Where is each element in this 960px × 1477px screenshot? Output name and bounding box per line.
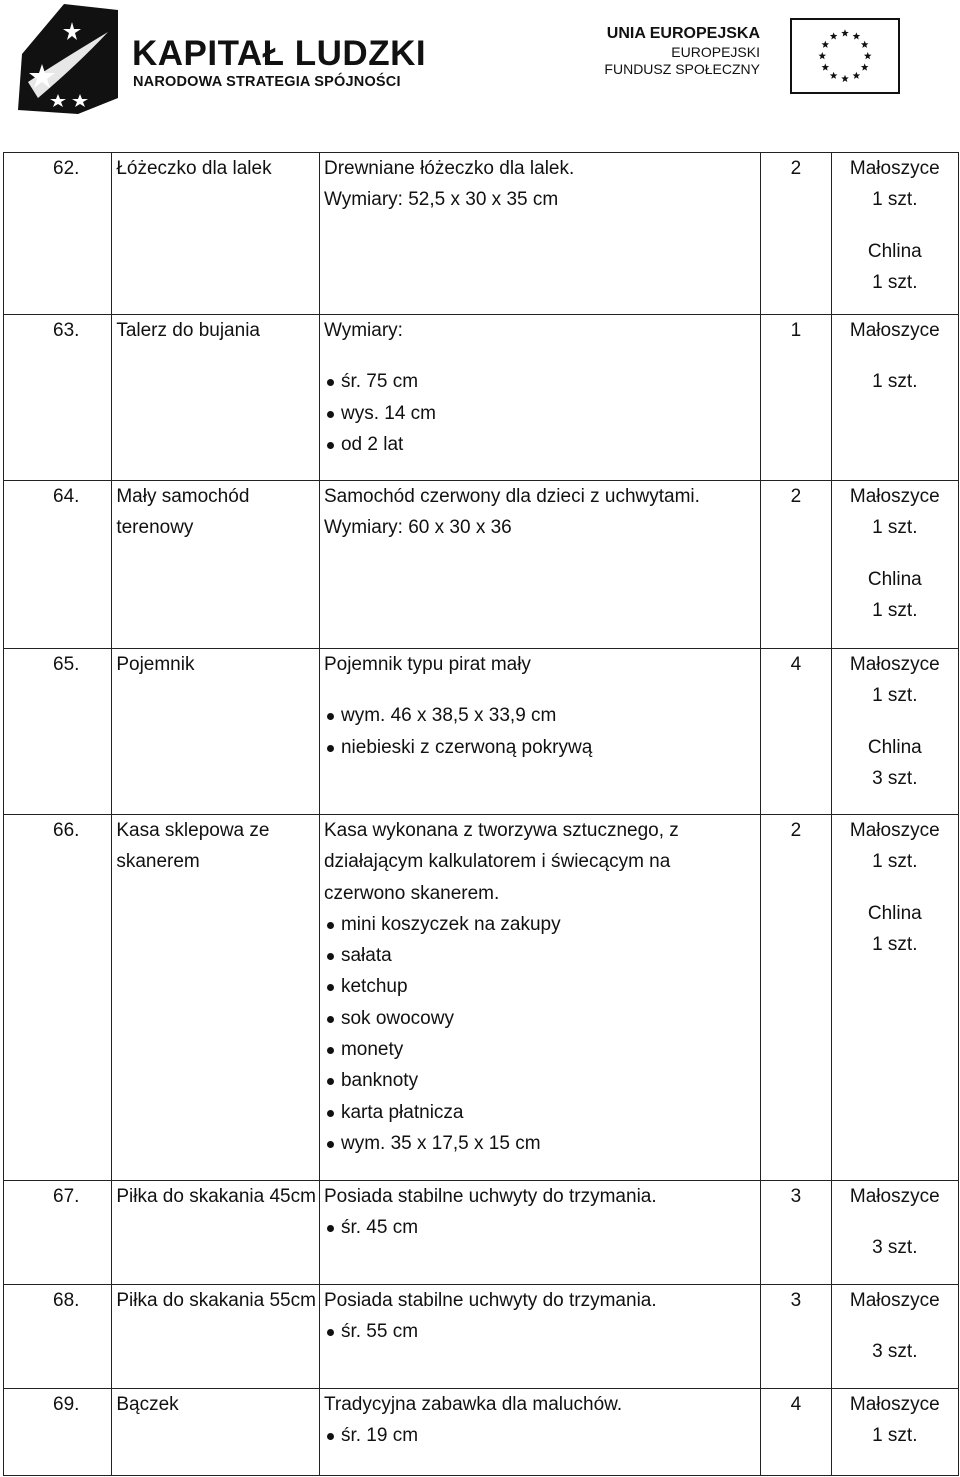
item-number: 68. [4, 1285, 112, 1389]
location-count: 1 szt. [872, 189, 918, 211]
description-bullet: karta płatnicza [324, 1097, 760, 1128]
description-line: działającym kalkulatorem i świecącym na [323, 851, 671, 873]
eu-star-icon [822, 63, 830, 70]
item-name: Talerz do bujania [112, 315, 320, 481]
eu-text [604, 24, 760, 78]
location-count: 1 szt. [872, 851, 918, 873]
description-bullet: śr. 45 cm [324, 1212, 760, 1243]
eu-star-icon [861, 41, 869, 48]
item-locations [831, 315, 958, 481]
eu-fund-label-2: FUNDUSZ SPOŁECZNY [604, 61, 760, 77]
item-description [319, 1389, 760, 1476]
location-count: 1 szt. [872, 599, 918, 621]
item-quantity: 1 [761, 315, 831, 481]
location-count: 1 szt. [872, 271, 918, 293]
item-quantity: 4 [761, 1389, 831, 1476]
eu-star-icon [853, 32, 861, 39]
items-table [3, 152, 959, 1476]
item-name: Bączek [112, 1389, 320, 1476]
description-bullet: niebieski z czerwoną pokrywą [324, 732, 760, 763]
spacer [832, 216, 958, 236]
item-quantity: 2 [761, 153, 831, 315]
spacer [832, 544, 958, 564]
location-name: Małoszyce [849, 1186, 940, 1207]
eu-star-icon [864, 52, 872, 59]
location-name: Chlina [867, 736, 922, 758]
description-line: czerwono skanerem. [323, 882, 500, 904]
item-name: Łóżeczko dla lalek [112, 153, 320, 315]
kapital-ludzki-subtitle: NARODOWA STRATEGIA SPÓJNOŚCI [133, 74, 401, 90]
eu-star-icon [861, 63, 869, 70]
item-number: 67. [4, 1181, 112, 1285]
description-bullet: sałata [324, 940, 760, 971]
item-locations [831, 1389, 958, 1476]
location-count: 3 szt. [872, 1341, 918, 1363]
item-description [319, 481, 760, 649]
location-name: Małoszyce [849, 654, 940, 675]
item-number: 63. [4, 315, 112, 481]
description-bullet: śr. 75 cm [324, 366, 760, 397]
page-header [0, 0, 960, 150]
item-number: 66. [4, 815, 112, 1181]
location-name: Małoszyce [849, 486, 940, 507]
item-number: 64. [4, 481, 112, 649]
spacer [832, 878, 958, 898]
spacer [832, 1316, 958, 1336]
item-quantity: 2 [761, 481, 831, 649]
table-row [4, 649, 959, 815]
description-line: Kasa wykonana z tworzywa sztucznego, z [323, 820, 679, 841]
item-locations [831, 649, 958, 815]
eu-star-icon [830, 32, 838, 39]
eu-star-icon [830, 72, 838, 79]
location-count: 1 szt. [872, 933, 918, 955]
table-row [4, 153, 959, 315]
table-row [4, 315, 959, 481]
item-quantity: 3 [761, 1181, 831, 1285]
location-name: Małoszyce [849, 820, 940, 841]
spacer [324, 680, 760, 700]
description-bullet: ketchup [324, 971, 760, 1002]
item-description [319, 649, 760, 815]
description-line: Samochód czerwony dla dzieci z uchwytami. [323, 486, 700, 507]
description-line: Pojemnik typu pirat mały [323, 654, 531, 675]
eu-star-icon [818, 52, 826, 59]
item-quantity: 4 [761, 649, 831, 815]
description-bullet: od 2 lat [324, 429, 760, 460]
table-row [4, 481, 959, 649]
item-name: Piłka do skakania 55cm [112, 1285, 320, 1389]
spacer [832, 712, 958, 732]
eu-logo [604, 18, 900, 98]
table-row [4, 1389, 959, 1476]
item-quantity: 3 [761, 1285, 831, 1389]
kapital-ludzki-mark-icon [18, 2, 118, 114]
item-name: Pojemnik [112, 649, 320, 815]
description-line: Wymiary: 52,5 x 30 x 35 cm [323, 189, 559, 211]
eu-star-icon [841, 29, 849, 36]
location-name: Małoszyce [849, 1290, 940, 1311]
location-name: Małoszyce [849, 1394, 940, 1415]
location-count: 3 szt. [872, 1237, 918, 1259]
eu-union-label: UNIA EUROPEJSKA [606, 25, 760, 42]
spacer [324, 346, 760, 366]
kapital-ludzki-logo [18, 2, 427, 114]
description-bullet: mini koszyczek na zakupy [324, 909, 760, 940]
location-name: Chlina [867, 902, 922, 924]
eu-fund-label-1: EUROPEJSKI [671, 44, 760, 60]
item-description [319, 1181, 760, 1285]
table-row [4, 1285, 959, 1389]
description-line: Wymiary: 60 x 30 x 36 [323, 517, 512, 539]
description-bullet: banknoty [324, 1065, 760, 1096]
location-count: 1 szt. [872, 685, 918, 707]
location-name: Chlina [867, 568, 922, 590]
item-locations [831, 815, 958, 1181]
location-count: 1 szt. [872, 1425, 918, 1447]
location-name: Chlina [867, 240, 922, 262]
description-line: Posiada stabilne uchwyty do trzymania. [323, 1290, 657, 1311]
spacer [832, 346, 958, 366]
description-bullet: wym. 35 x 17,5 x 15 cm [324, 1128, 760, 1159]
item-locations [831, 481, 958, 649]
item-description [319, 315, 760, 481]
description-bullet: wym. 46 x 38,5 x 33,9 cm [324, 700, 760, 731]
description-bullet: wys. 14 cm [324, 398, 760, 429]
item-number: 65. [4, 649, 112, 815]
description-line: Tradycyjna zabawka dla maluchów. [323, 1394, 623, 1415]
item-number: 62. [4, 153, 112, 315]
eu-star-icon [853, 72, 861, 79]
item-description [319, 153, 760, 315]
spacer [832, 1212, 958, 1232]
item-number: 69. [4, 1389, 112, 1476]
item-name: Kasa sklepowa ze skanerem [112, 815, 320, 1181]
eu-flag-icon [790, 18, 900, 94]
location-count: 1 szt. [872, 517, 918, 539]
item-name: Piłka do skakania 45cm [112, 1181, 320, 1285]
eu-star-icon [822, 41, 830, 48]
description-bullet: śr. 55 cm [324, 1316, 760, 1347]
description-line: Drewniane łóżeczko dla lalek. [323, 158, 575, 179]
item-quantity: 2 [761, 815, 831, 1181]
item-locations [831, 153, 958, 315]
table-row [4, 815, 959, 1181]
item-locations [831, 1285, 958, 1389]
item-name: Mały samochód terenowy [112, 481, 320, 649]
location-count: 1 szt. [872, 371, 918, 393]
description-bullet: monety [324, 1034, 760, 1065]
item-locations [831, 1181, 958, 1285]
description-line: Wymiary: [323, 320, 403, 341]
location-name: Małoszyce [849, 320, 940, 341]
description-line: Posiada stabilne uchwyty do trzymania. [323, 1186, 657, 1207]
description-bullet: sok owocowy [324, 1003, 760, 1034]
location-count: 3 szt. [872, 767, 918, 789]
table-row [4, 1181, 959, 1285]
eu-star-icon [841, 75, 849, 82]
item-description [319, 1285, 760, 1389]
kapital-ludzki-title: KAPITAŁ LUDZKI [132, 34, 427, 73]
description-bullet: śr. 19 cm [324, 1420, 760, 1451]
location-name: Małoszyce [849, 158, 940, 179]
item-description [319, 815, 760, 1181]
